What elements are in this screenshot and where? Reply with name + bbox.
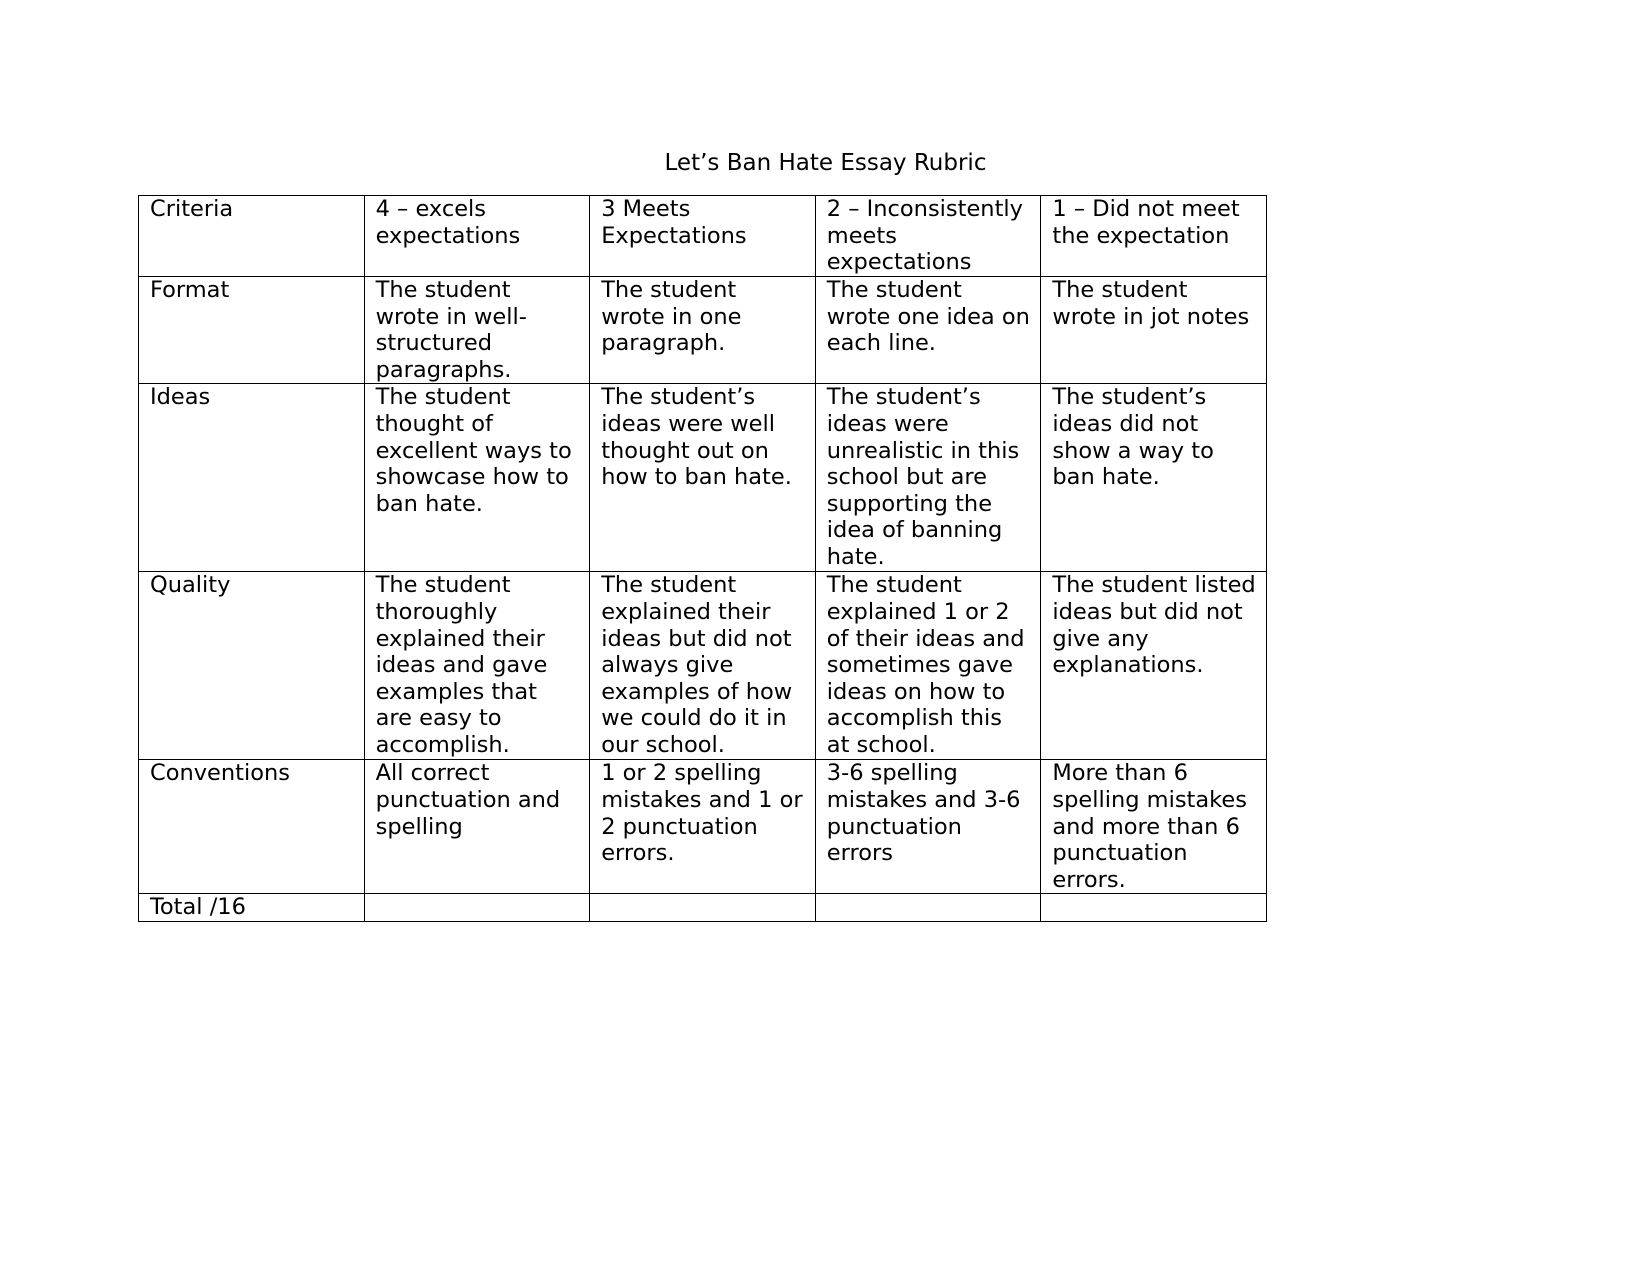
criterion-cell-quality: Quality [139,572,365,760]
rubric-row-total [139,894,1267,922]
quality-level-4-cell: The student thoroughly explained their ideas and gave examples that are easy to accomplish. [364,572,590,760]
rubric-row-conventions [139,760,1267,894]
rubric-row-quality [139,572,1267,760]
rubric-table [138,195,1267,922]
quality-level-1-cell: The student listed ideas but did not give any explanations. [1041,572,1267,760]
header-cell-criteria: Criteria [139,196,365,277]
document-title-text: Let’s Ban Hate Essay Rubric [664,150,987,176]
total-level-1-cell [1041,894,1267,922]
format-level-3-cell: The student wrote in one paragraph. [590,277,816,384]
document-title [0,149,1651,177]
criterion-cell-total: Total /16 [139,894,365,922]
header-cell-level-2: 2 – Inconsistently meets expectations [815,196,1041,277]
quality-level-3-cell: The student explained their ideas but did not always give examples of how we could do it in our school. [590,572,816,760]
criterion-cell-ideas: Ideas [139,384,365,572]
criterion-cell-conventions: Conventions [139,760,365,894]
ideas-level-2-cell: The student’s ideas were unrealistic in this school but are supporting the idea of banning hate. [815,384,1041,572]
total-level-4-cell [364,894,590,922]
quality-level-2-cell: The student explained 1 or 2 of their ideas and sometimes gave ideas on how to accomplish this at school. [815,572,1041,760]
conventions-level-4-cell: All correct punctuation and spelling [364,760,590,894]
format-level-2-cell: The student wrote one idea on each line. [815,277,1041,384]
header-cell-level-3: 3 Meets Expectations [590,196,816,277]
header-cell-level-4: 4 – excels expectations [364,196,590,277]
conventions-level-3-cell: 1 or 2 spelling mistakes and 1 or 2 punctuation errors. [590,760,816,894]
format-level-4-cell: The student wrote in well-structured paragraphs. [364,277,590,384]
ideas-level-4-cell: The student thought of excellent ways to showcase how to ban hate. [364,384,590,572]
format-level-1-cell: The student wrote in jot notes [1041,277,1267,384]
rubric-row-ideas [139,384,1267,572]
ideas-level-1-cell: The student’s ideas did not show a way to ban hate. [1041,384,1267,572]
total-level-2-cell [815,894,1041,922]
criterion-cell-format: Format [139,277,365,384]
rubric-header-row [139,196,1267,277]
header-cell-level-1: 1 – Did not meet the expectation [1041,196,1267,277]
ideas-level-3-cell: The student’s ideas were well thought out on how to ban hate. [590,384,816,572]
conventions-level-2-cell: 3-6 spelling mistakes and 3-6 punctuation errors [815,760,1041,894]
total-level-3-cell [590,894,816,922]
conventions-level-1-cell: More than 6 spelling mistakes and more than 6 punctuation errors. [1041,760,1267,894]
rubric-row-format [139,277,1267,384]
